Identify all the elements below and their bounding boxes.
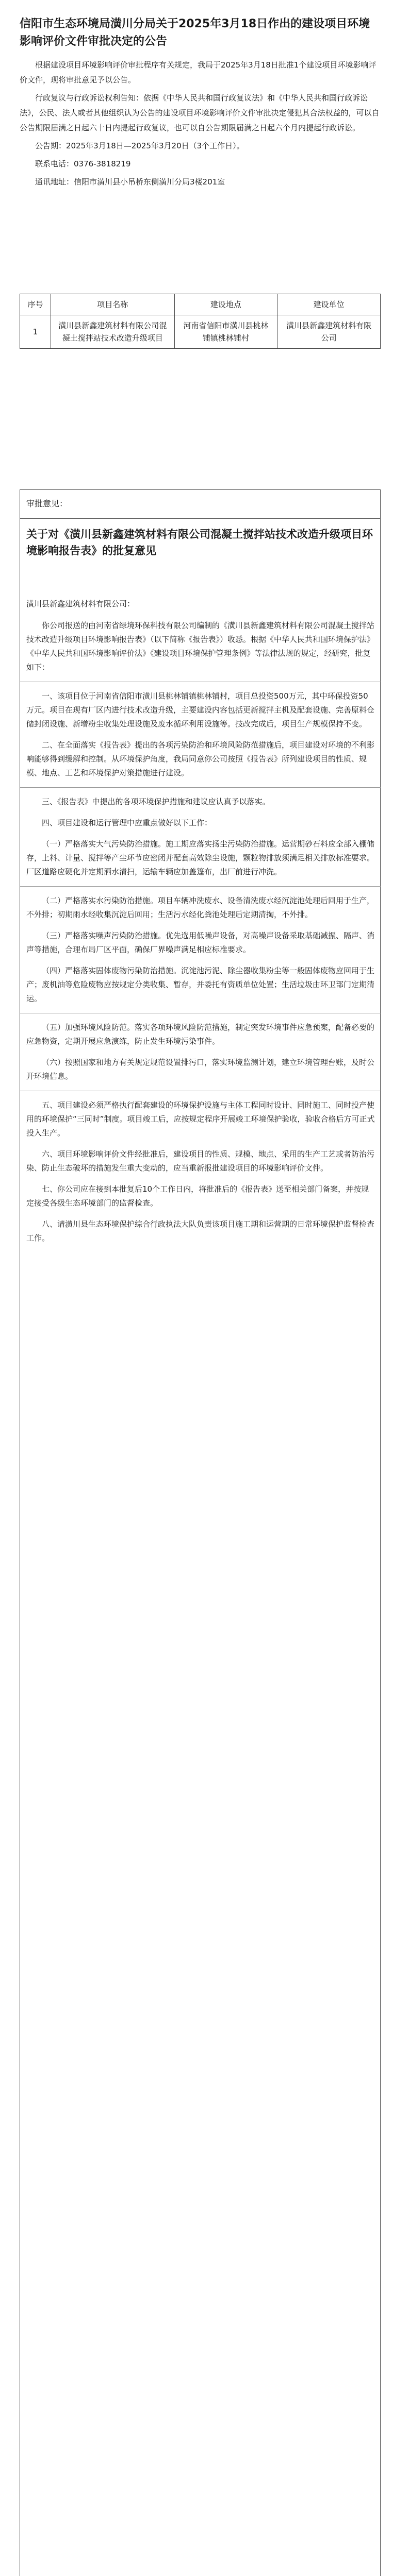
table-cell: 1 xyxy=(20,315,51,349)
approval-paragraph: （一）严格落实大气污染防治措施。施工期应落实扬尘污染防治措施。运营期砂石料应全部入棚储存，上料、计量、搅拌等产尘环节应密闭并配套高效除尘设施，颗粒物排放须满足相关排放标准要求。厂区道路应硬化并定期洒水清扫，运输车辆应加盖篷布，出厂前进行冲洗。 xyxy=(26,839,375,876)
divider xyxy=(20,886,381,887)
project-table xyxy=(20,294,381,349)
approval-paragraph: 七、你公司应在接到本批复后10个工作日内，将批准后的《报告表》送至相关部门备案，并按规定接受各级生态环境部门的监督检查。 xyxy=(26,1184,369,1208)
approval-paragraph: 三、《报告表》中提出的各项环境保护措施和建议应认真予以落实。 xyxy=(42,797,270,806)
table-cell: 河南省信阳市潢川县桃林铺镇桃林铺村 xyxy=(174,315,277,349)
notice-body xyxy=(20,58,381,193)
approval-title: 关于对《潢川县新鑫建筑材料有限公司混凝土搅拌站技术改造升级项目环境影响报告表》的批复意见 xyxy=(26,528,373,557)
table-header-cell: 序号 xyxy=(20,294,51,315)
notice-title: 信阳市生态环境局潢川分局关于2025年3月18日作出的建设项目环境影响评价文件审批决定的公告 xyxy=(20,18,370,48)
approval-paragraph: （四）严格落实固体废物污染防治措施。沉淀池污泥、除尘器收集粉尘等一般固体废物应回用于生产；废机油等危险废物应按规定分类收集、暂存，并委托有资质单位处置；生活垃圾由环卫部门定期清运。 xyxy=(26,966,375,1003)
divider xyxy=(20,787,381,788)
approval-header xyxy=(20,490,380,519)
approval-header-label: 审批意见： xyxy=(26,499,68,509)
approval-paragraph: 二、在全面落实《报告表》提出的各项污染防治和环境风险防范措施后，项目建设对环境的不利影响能够得到缓解和控制。从环境保护角度，我局同意你公司按照《报告表》所列建设项目的性质、规模、地点、工艺和环境保护对策措施进行建设。 xyxy=(26,740,375,777)
approval-paragraph: （五）加强环境风险防范。落实各项环境风险防范措施，制定突发环境事件应急预案，配备必要的应急物资，定期开展应急演练，防止发生环境污染事件。 xyxy=(26,1023,375,1046)
approval-paragraph: 四、项目建设和运行管理中应重点做好以下工作： xyxy=(42,818,212,827)
approval-paragraph: （三）严格落实噪声污染防治措施。优先选用低噪声设备，对高噪声设备采取基础减振、隔声、消声等措施，合理布局厂区平面，确保厂界噪声满足相应标准要求。 xyxy=(26,931,375,954)
notice-address: 通讯地址：信阳市潢川县小吊桥东侧潢川分局3楼201室 xyxy=(35,177,225,187)
notice-paragraph: 根据建设项目环境影响评价审批程序有关规定，我局于2025年3月18日批准1个建设项目环境影响评价文件，现将审批意见予以公告。 xyxy=(20,60,377,84)
table-cell: 潢川县新鑫建筑材料有限公司混凝土搅拌站技术改造升级项目 xyxy=(51,315,174,349)
approval-paragraph: （六）按照国家和地方有关规定规范设置排污口，落实环境监测计划，建立环境管理台账，及时公开环境信息。 xyxy=(26,1058,375,1081)
approval-addressee: 潢川县新鑫建筑材料有限公司： xyxy=(26,599,135,608)
approval-paragraph: （二）严格落实水污染防治措施。项目车辆冲洗废水、设备清洗废水经沉淀池处理后回用于生产，不外排；初期雨水经收集沉淀后回用；生活污水经化粪池处理后定期清掏，不外排。 xyxy=(26,896,375,919)
notice-phone: 联系电话：0376-3818219 xyxy=(35,159,131,168)
approval-paragraph: 五、项目建设必须严格执行配套建设的环境保护设施与主体工程同时设计、同时施工、同时投产使用的环境保护“三同时”制度。项目竣工后，应按规定程序开展竣工环境保护验收，验收合格后方可正式投入生产。 xyxy=(26,1100,375,1138)
approval-paragraph: 八、请潢川县生态环境保护综合行政执法大队负责该项目施工期和运营期的日常环境保护监督检查工作。 xyxy=(26,1219,375,1243)
table-cell: 潢川县新鑫建筑材料有限公司 xyxy=(277,315,381,349)
table-row xyxy=(20,315,381,349)
notice-paragraph: 行政复议与行政诉讼权利告知：依据《中华人民共和国行政复议法》和《中华人民共和国行政诉讼法》，公民、法人或者其他组织认为公告的建设项目环境影响评价文件审批决定侵犯其合法权益的，可以自公告期限届满之日起六十日内提起行政复议，也可以自公告期限届满之日起六个月内提起行政诉讼。 xyxy=(20,93,380,132)
table-header-cell: 建设地点 xyxy=(174,294,277,315)
table-header-row xyxy=(20,294,381,315)
approval-body xyxy=(26,619,375,1252)
table-header-cell: 项目名称 xyxy=(51,294,174,315)
approval-paragraph: 你公司报送的由河南省绿境环保科技有限公司编制的《潢川县新鑫建筑材料有限公司混凝土搅拌站技术改造升级项目环境影响报告表》（以下简称《报告表》）收悉。根据《中华人民共和国环境保护法》《中华人民共和国环境影响评价法》《建设项目环境保护管理条例》等法律法规的规定，经研究，批复如下： xyxy=(26,621,375,672)
table-header-cell: 建设单位 xyxy=(277,294,381,315)
notice-paragraph: 公告期：2025年3月18日—2025年3月20日（3个工作日）。 xyxy=(35,141,244,150)
approval-frame xyxy=(20,489,381,2576)
approval-paragraph: 六、项目环境影响评价文件经批准后，建设项目的性质、规模、地点、采用的生产工艺或者防治污染、防止生态破坏的措施发生重大变动的，应当重新报批建设项目的环境影响评价文件。 xyxy=(26,1149,375,1173)
approval-paragraph: 一、该项目位于河南省信阳市潢川县桃林铺镇桃林铺村，项目总投资500万元，其中环保投资50万元。项目在现有厂区内进行技术改造升级，主要建设内容包括更新搅拌主机及配套设施、完善原料仓储封闭设施、新增粉尘收集处理设施及废水循环利用设施等。技改完成后，项目生产规模保持不变。 xyxy=(26,691,375,728)
